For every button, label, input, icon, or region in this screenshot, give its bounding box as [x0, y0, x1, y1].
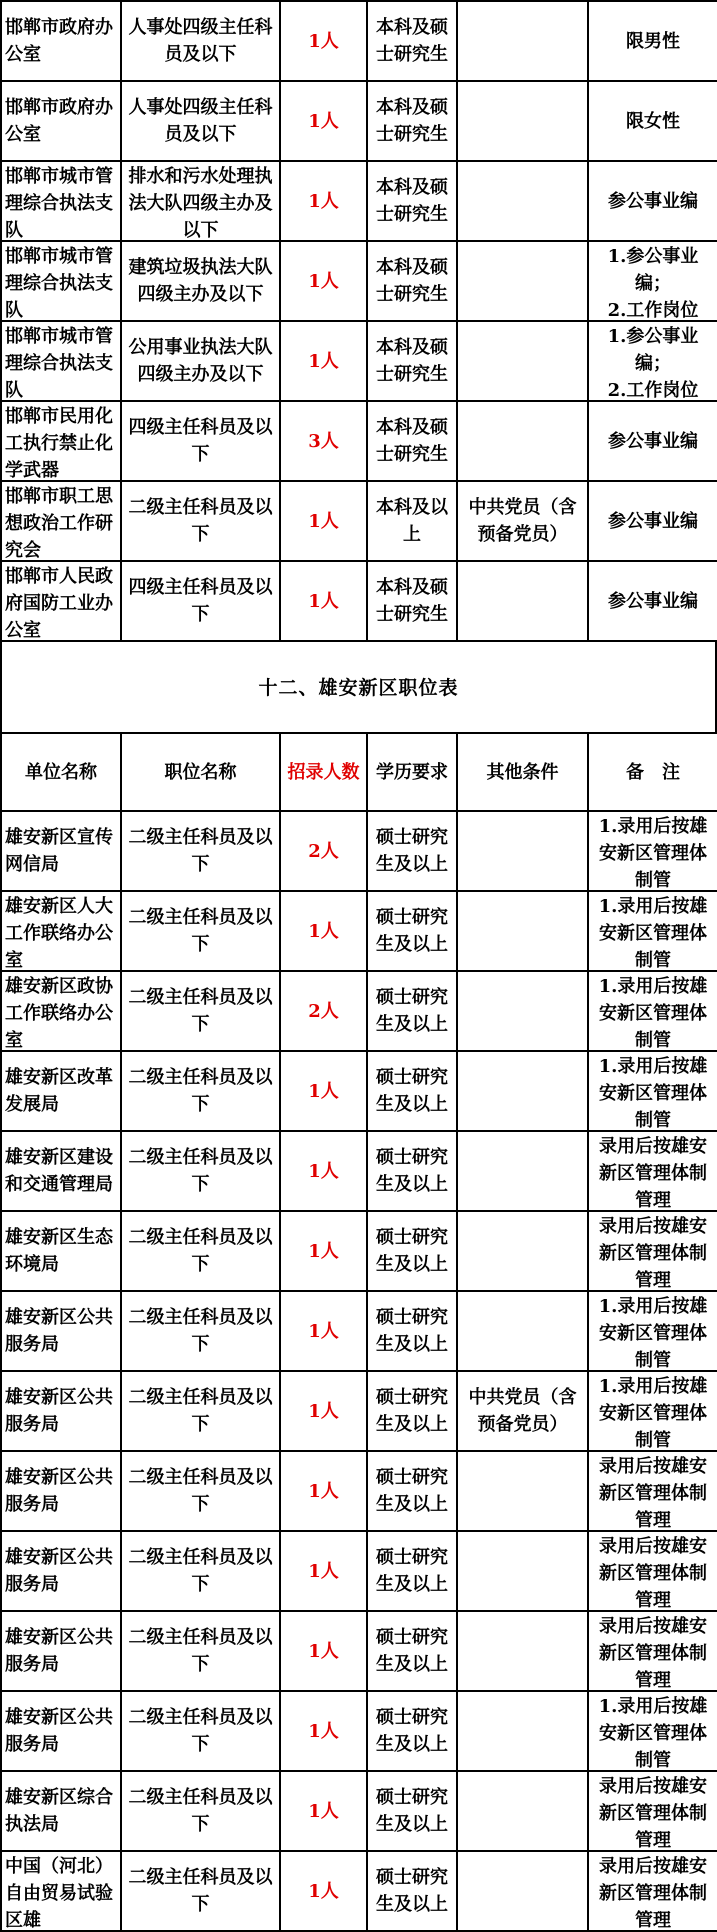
cell-other — [457, 401, 588, 481]
cell-note: 录用后按雄安新区管理体制管理 — [588, 1451, 717, 1531]
table-body — [1, 811, 717, 1931]
cell-count: 1人 — [280, 1051, 367, 1131]
cell-note: 参公事业编 — [588, 401, 717, 481]
cell-other — [457, 971, 588, 1051]
table-row — [1, 1691, 717, 1771]
cell-note: 参公事业编 — [588, 481, 717, 561]
table-body — [1, 1, 717, 641]
table-row — [1, 971, 717, 1051]
cell-position: 二级主任科员及以下 — [121, 1211, 280, 1291]
cell-note: 1.录用后按雄安新区管理体制管 — [588, 1371, 717, 1451]
cell-note: 录用后按雄安新区管理体制管理 — [588, 1211, 717, 1291]
cell-other — [457, 811, 588, 891]
table-header-row — [1, 733, 717, 811]
cell-unit: 邯郸市职工思想政治工作研究会 — [1, 481, 121, 561]
cell-count: 1人 — [280, 1211, 367, 1291]
cell-note: 录用后按雄安新区管理体制管理 — [588, 1531, 717, 1611]
cell-education: 硕士研究生及以上 — [367, 1131, 457, 1211]
cell-count: 3人 — [280, 401, 367, 481]
table-row — [1, 321, 717, 401]
cell-position: 二级主任科员及以下 — [121, 891, 280, 971]
xiongan-positions-table — [0, 732, 717, 1932]
cell-position: 四级主任科员及以下 — [121, 561, 280, 641]
table-row — [1, 81, 717, 161]
table-row — [1, 401, 717, 481]
cell-unit: 邯郸市城市管理综合执法支队 — [1, 241, 121, 321]
cell-note: 参公事业编 — [588, 161, 717, 241]
cell-education: 硕士研究生及以上 — [367, 1371, 457, 1451]
cell-note: 录用后按雄安新区管理体制管理 — [588, 1611, 717, 1691]
cell-position: 二级主任科员及以下 — [121, 481, 280, 561]
table-row — [1, 561, 717, 641]
table-row — [1, 811, 717, 891]
cell-other — [457, 161, 588, 241]
cell-position: 二级主任科员及以下 — [121, 1451, 280, 1531]
cell-unit: 雄安新区公共服务局 — [1, 1371, 121, 1451]
cell-position: 二级主任科员及以下 — [121, 1531, 280, 1611]
table-row — [1, 1, 717, 81]
cell-count: 1人 — [280, 1131, 367, 1211]
section-title: 十二、雄安新区职位表 — [0, 640, 717, 732]
cell-unit: 雄安新区改革发展局 — [1, 1051, 121, 1131]
table-row — [1, 241, 717, 321]
cell-other — [457, 1691, 588, 1771]
cell-unit: 雄安新区公共服务局 — [1, 1691, 121, 1771]
cell-education: 硕士研究生及以上 — [367, 1211, 457, 1291]
cell-other — [457, 1851, 588, 1931]
cell-position: 二级主任科员及以下 — [121, 1371, 280, 1451]
haidan-positions-table — [0, 0, 717, 642]
cell-position: 二级主任科员及以下 — [121, 971, 280, 1051]
header-unit: 单位名称 — [1, 733, 121, 811]
cell-unit: 雄安新区宣传网信局 — [1, 811, 121, 891]
cell-count: 1人 — [280, 481, 367, 561]
cell-position: 公用事业执法大队四级主办及以下 — [121, 321, 280, 401]
cell-education: 硕士研究生及以上 — [367, 1291, 457, 1371]
cell-other — [457, 1611, 588, 1691]
header-position: 职位名称 — [121, 733, 280, 811]
header-other: 其他条件 — [457, 733, 588, 811]
cell-education: 本科及硕士研究生 — [367, 561, 457, 641]
cell-unit: 邯郸市政府办公室 — [1, 1, 121, 81]
table-row — [1, 1131, 717, 1211]
cell-education: 硕士研究生及以上 — [367, 1691, 457, 1771]
cell-unit: 中国（河北）自由贸易试验区雄 — [1, 1851, 121, 1931]
table-row — [1, 1851, 717, 1931]
cell-education: 本科及硕士研究生 — [367, 81, 457, 161]
cell-unit: 雄安新区建设和交通管理局 — [1, 1131, 121, 1211]
cell-note: 录用后按雄安新区管理体制管理 — [588, 1131, 717, 1211]
table-row — [1, 1531, 717, 1611]
cell-unit: 雄安新区综合执法局 — [1, 1771, 121, 1851]
cell-education: 硕士研究生及以上 — [367, 1851, 457, 1931]
cell-unit: 雄安新区公共服务局 — [1, 1451, 121, 1531]
cell-position: 二级主任科员及以下 — [121, 1771, 280, 1851]
cell-education: 本科及硕士研究生 — [367, 161, 457, 241]
cell-unit: 雄安新区生态环境局 — [1, 1211, 121, 1291]
table-row — [1, 1771, 717, 1851]
cell-count: 1人 — [280, 321, 367, 401]
cell-count: 1人 — [280, 1851, 367, 1931]
cell-other — [457, 1211, 588, 1291]
cell-count: 1人 — [280, 1, 367, 81]
cell-other — [457, 1, 588, 81]
cell-unit: 邯郸市城市管理综合执法支队 — [1, 161, 121, 241]
cell-other — [457, 1451, 588, 1531]
cell-other — [457, 1131, 588, 1211]
cell-unit: 雄安新区公共服务局 — [1, 1531, 121, 1611]
cell-position: 二级主任科员及以下 — [121, 1691, 280, 1771]
cell-position: 二级主任科员及以下 — [121, 1611, 280, 1691]
cell-count: 1人 — [280, 81, 367, 161]
cell-count: 1人 — [280, 1371, 367, 1451]
cell-position: 四级主任科员及以下 — [121, 401, 280, 481]
table-row — [1, 1611, 717, 1691]
cell-count: 1人 — [280, 1691, 367, 1771]
cell-count: 1人 — [280, 1451, 367, 1531]
cell-other: 中共党员（含预备党员） — [457, 481, 588, 561]
cell-note: 1.录用后按雄安新区管理体制管 — [588, 1291, 717, 1371]
header-note: 备 注 — [588, 733, 717, 811]
table-row — [1, 161, 717, 241]
cell-other — [457, 1531, 588, 1611]
cell-unit: 邯郸市城市管理综合执法支队 — [1, 321, 121, 401]
cell-other — [457, 1051, 588, 1131]
table-row — [1, 1051, 717, 1131]
table-row — [1, 1371, 717, 1451]
cell-count: 1人 — [280, 1291, 367, 1371]
cell-other — [457, 561, 588, 641]
cell-education: 硕士研究生及以上 — [367, 1531, 457, 1611]
cell-other — [457, 321, 588, 401]
cell-count: 1人 — [280, 891, 367, 971]
cell-other: 中共党员（含预备党员） — [457, 1371, 588, 1451]
cell-position: 二级主任科员及以下 — [121, 1131, 280, 1211]
cell-other — [457, 891, 588, 971]
table-row — [1, 891, 717, 971]
cell-education: 硕士研究生及以上 — [367, 811, 457, 891]
header-education: 学历要求 — [367, 733, 457, 811]
cell-other — [457, 81, 588, 161]
cell-note: 录用后按雄安新区管理体制管理 — [588, 1851, 717, 1931]
cell-unit: 雄安新区公共服务局 — [1, 1291, 121, 1371]
cell-note: 录用后按雄安新区管理体制管理 — [588, 1771, 717, 1851]
cell-position: 二级主任科员及以下 — [121, 1291, 280, 1371]
table-row — [1, 481, 717, 561]
cell-count: 1人 — [280, 1531, 367, 1611]
cell-education: 本科及硕士研究生 — [367, 401, 457, 481]
cell-note: 参公事业编 — [588, 561, 717, 641]
cell-note: 1.录用后按雄安新区管理体制管 — [588, 891, 717, 971]
cell-note: 1.录用后按雄安新区管理体制管 — [588, 1691, 717, 1771]
cell-note: 1.参公事业编； 2.工作岗位 — [588, 241, 717, 321]
cell-note: 1.录用后按雄安新区管理体制管 — [588, 811, 717, 891]
cell-education: 硕士研究生及以上 — [367, 1451, 457, 1531]
cell-education: 本科及硕士研究生 — [367, 241, 457, 321]
cell-position: 人事处四级主任科员及以下 — [121, 81, 280, 161]
cell-note: 限男性 — [588, 1, 717, 81]
table-row — [1, 1291, 717, 1371]
cell-count: 1人 — [280, 561, 367, 641]
cell-unit: 雄安新区公共服务局 — [1, 1611, 121, 1691]
cell-position: 排水和污水处理执法大队四级主办及以下 — [121, 161, 280, 241]
table-row — [1, 1451, 717, 1531]
cell-count: 2人 — [280, 811, 367, 891]
cell-note: 1.录用后按雄安新区管理体制管 — [588, 1051, 717, 1131]
cell-count: 1人 — [280, 1611, 367, 1691]
cell-education: 硕士研究生及以上 — [367, 891, 457, 971]
cell-position: 二级主任科员及以下 — [121, 1851, 280, 1931]
cell-count: 1人 — [280, 161, 367, 241]
cell-education: 硕士研究生及以上 — [367, 1611, 457, 1691]
cell-count: 2人 — [280, 971, 367, 1051]
cell-education: 硕士研究生及以上 — [367, 1771, 457, 1851]
cell-note: 限女性 — [588, 81, 717, 161]
cell-other — [457, 1291, 588, 1371]
cell-position: 建筑垃圾执法大队四级主办及以下 — [121, 241, 280, 321]
cell-unit: 雄安新区人大工作联络办公室 — [1, 891, 121, 971]
cell-count: 1人 — [280, 241, 367, 321]
cell-position: 二级主任科员及以下 — [121, 811, 280, 891]
cell-position: 二级主任科员及以下 — [121, 1051, 280, 1131]
cell-unit: 邯郸市人民政府国防工业办公室 — [1, 561, 121, 641]
cell-education: 本科及硕士研究生 — [367, 321, 457, 401]
cell-position: 人事处四级主任科员及以下 — [121, 1, 280, 81]
cell-education: 本科及硕士研究生 — [367, 1, 457, 81]
cell-education: 硕士研究生及以上 — [367, 1051, 457, 1131]
cell-unit: 邯郸市民用化工执行禁止化学武器 — [1, 401, 121, 481]
cell-other — [457, 241, 588, 321]
cell-count: 1人 — [280, 1771, 367, 1851]
cell-note: 1.录用后按雄安新区管理体制管 — [588, 971, 717, 1051]
table-row — [1, 1211, 717, 1291]
cell-education: 硕士研究生及以上 — [367, 971, 457, 1051]
cell-unit: 邯郸市政府办公室 — [1, 81, 121, 161]
header-count: 招录人数 — [280, 733, 367, 811]
cell-unit: 雄安新区政协工作联络办公室 — [1, 971, 121, 1051]
cell-education: 本科及以上 — [367, 481, 457, 561]
cell-other — [457, 1771, 588, 1851]
cell-note: 1.参公事业编； 2.工作岗位 — [588, 321, 717, 401]
